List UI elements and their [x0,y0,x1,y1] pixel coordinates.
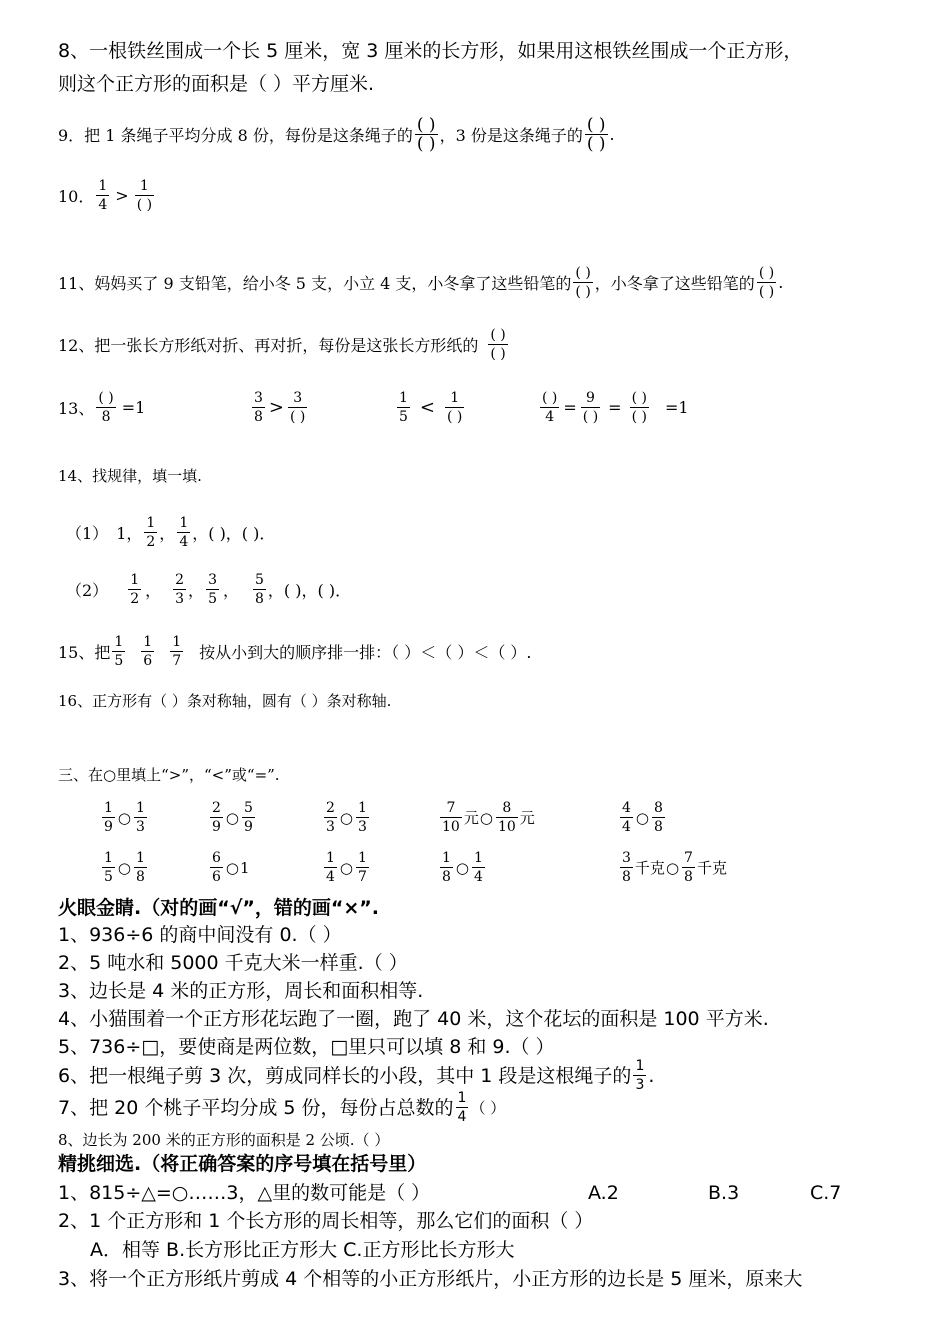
q9-fraction-blank-1 [415,117,438,152]
q14p2-sep3: ， [222,581,239,600]
left-fraction [210,850,223,885]
compare-circle-icon[interactable]: ○ [635,808,650,827]
choice-q2: 2、1 个正方形和 1 个长方形的周长相等，那么它们的面积（ ） [58,1210,594,1232]
q14-part2 [66,572,351,607]
right-fraction [134,800,147,835]
judge-item-2: 2、5 吨水和 5000 千克大米一样重.（ ） [58,952,408,974]
q11-blank2-num: ( ) [758,265,775,281]
q13a-fraction [96,390,115,425]
q15-label: 15、把 [58,643,111,662]
q13c-fraction-right [445,390,464,425]
judge-title: 火眼金睛.（对的画“√”，错的画“×”. [58,897,379,919]
right-fraction-num: 7 [684,850,693,866]
right-fraction-den: 8 [684,869,693,885]
q14-part1 [66,515,275,550]
q10 [58,178,156,213]
q13c-den: 5 [399,409,408,425]
left-fraction-num: 1 [326,850,335,866]
q8-line1: 8、一根铁丝围成一个长 5 厘米，宽 3 厘米的长方形，如果用这根铁丝围成一个正方形， [58,40,803,62]
left-fraction [620,800,633,835]
judge-item-5: 5、736÷□，要使商是两位数，□里只可以填 8 和 9.（ ） [58,1036,555,1058]
left-fraction [324,800,337,835]
choice-q3: 3、将一个正方形纸片剪成 4 个相等的小正方形纸片，小正方形的边长是 5 厘米，原来大 [58,1268,803,1290]
q9-text1: 9．把 1 条绳子平均分成 8 份，每份是这条绳子的 [58,126,413,145]
left-fraction-den: 8 [622,869,631,885]
q13-label: 13、 [58,399,95,418]
right-fraction-den: 10 [497,819,516,835]
q14p1-sep: ， [159,524,176,543]
left-fraction-den: 4 [622,819,631,835]
compare-circle-icon[interactable]: ○ [225,858,240,877]
compare-item-2-3 [322,850,371,885]
left-fraction-den: 9 [104,819,113,835]
q15-f3-num: 1 [172,634,182,650]
left-fraction [440,850,453,885]
left-fraction-num: 2 [212,800,221,816]
q10-label: 10． [58,187,95,206]
compare-item-1-3 [322,800,371,835]
compare-circle-icon[interactable]: ○ [339,808,354,827]
left-fraction-den: 6 [212,869,221,885]
q14p2-f1-den: 2 [130,591,140,607]
q15-fraction-3 [170,634,183,669]
right-fraction-den: 8 [136,869,145,885]
q10-operator: > [115,186,129,205]
q11-blank2-den: ( ) [758,284,775,300]
left-fraction [102,850,115,885]
left-fraction [324,850,337,885]
q15-f1-num: 1 [114,634,124,650]
q13b [250,390,309,425]
q10-num: 1 [98,178,108,194]
q14p2-fraction-3 [206,572,219,607]
choice-title: 精挑细选.（将正确答案的序号填在括号里） [58,1153,427,1175]
judge6-den: 3 [635,1077,645,1093]
q14p2-fraction-4 [253,572,266,607]
q12 [58,327,510,362]
q13d [538,390,689,425]
left-fraction [620,850,633,885]
judge6-fraction [633,1058,646,1093]
right-fraction-num: 8 [654,800,663,816]
compare-circle-icon[interactable]: ○ [339,858,354,877]
left-fraction [440,800,462,835]
judge7-tail: （ ） [470,1098,506,1117]
q9-text2: ，3 份是这条绳子的 [439,126,583,145]
right-fraction-den: 7 [358,869,367,885]
q11-text1: 11、妈妈买了 9 支铅笔，给小冬 5 支，小立 4 支，小冬拿了这些铅笔的 [58,274,572,293]
left-fraction-num: 1 [442,850,451,866]
left-fraction [210,800,223,835]
q11-text2: ，小冬拿了这些铅笔的 [594,274,755,293]
q9-blank2-den: ( ) [586,134,606,154]
right-fraction [472,850,485,885]
right-fraction-num: 8 [502,800,512,816]
q15-f1-den: 5 [114,653,124,669]
compare-title: 三、在○里填上“>”，“<”或“=”. [58,766,280,784]
choice-q1-option-a: A.2 [588,1182,619,1204]
left-unit: 千克 [634,859,665,877]
q14p2-f4-num: 5 [255,572,264,588]
q14p2-sep2: ， [188,581,205,600]
judge-item-8: 8、边长为 200 米的正方形的面积是 2 公顷.（ ） [58,1131,390,1149]
judge-item-3: 3、边长是 4 米的正方形，周长和面积相等. [58,980,424,1002]
q12-blank-num: ( ) [490,327,506,343]
q13b-num2: 3 [293,390,303,406]
left-fraction-num: 3 [622,850,631,866]
q13b-operator: > [268,397,285,418]
q14p2-sep1: ， [145,581,162,600]
q13c [395,390,466,425]
q9-fraction-blank-2 [585,117,608,152]
left-fraction-den: 9 [212,819,221,835]
q13d-tail: =1 [664,398,689,417]
compare-item-2-4 [438,850,487,885]
q12-fraction-blank [488,327,507,362]
q9-blank-den: ( ) [416,134,436,154]
right-fraction [134,850,147,885]
q13a-den: 8 [101,409,111,425]
q13c-den2: ( ) [447,409,463,425]
right-value: 1 [240,858,250,877]
right-fraction [682,850,695,885]
left-fraction [102,800,115,835]
q14p1-f1-num: 1 [146,515,156,531]
q15-tail: 按从小到大的顺序排一排：（ ）＜（ ）＜（ ）. [199,643,532,662]
right-fraction-num: 1 [358,800,367,816]
choice-q1: 1、815÷△=○……3，△里的数可能是（ ） [58,1182,431,1204]
left-fraction-num: 6 [212,850,221,866]
q13d-eq2: = [608,398,622,417]
q14p1-label: （1） [66,524,109,543]
q13a-tail: =1 [121,398,146,417]
q12-blank-den: ( ) [490,346,506,362]
right-fraction-den: 9 [244,819,253,835]
judge6-text: 6、把一根绳子剪 3 次，剪成同样长的小段，其中 1 段是这根绳子的 [58,1064,632,1087]
compare-item-1-5 [618,800,667,835]
q14p1-fraction-2 [177,515,190,550]
compare-circle-icon[interactable]: ○ [225,808,240,827]
q13d-num2: 9 [586,390,595,406]
judge7-num: 1 [457,1090,467,1106]
compare-circle-icon[interactable]: ○ [455,858,470,877]
judge-item-7 [58,1090,505,1125]
judge-item-1: 1、936÷6 的商中间没有 0.（ ） [58,924,342,946]
choice-q2-options: A．相等 B.长方形比正方形大 C.正方形比长方形大 [90,1239,515,1261]
left-fraction-den: 3 [326,819,335,835]
q13d-fraction-1 [540,390,559,425]
q13c-num2: 1 [450,390,460,406]
compare-item-1-2 [208,800,257,835]
right-fraction [356,850,369,885]
right-fraction-num: 5 [244,800,253,816]
q14p1-f2-num: 1 [179,515,189,531]
right-fraction-den: 4 [474,869,483,885]
choice-q1-option-b: B.3 [708,1182,740,1204]
q13b-den: 8 [254,409,263,425]
q14p1-fraction-1 [144,515,157,550]
right-fraction-den: 3 [358,819,367,835]
q8-line2: 则这个正方形的面积是（ ）平方厘米. [58,73,375,95]
compare-circle-icon[interactable]: ○ [117,858,132,877]
left-fraction-num: 1 [104,850,113,866]
q9-blank-num: ( ) [416,115,436,135]
q13a-num: ( ) [98,390,114,406]
judge7-den: 4 [457,1109,467,1125]
compare-item-2-5 [618,850,727,885]
q14p2-f4-den: 8 [255,591,264,607]
right-fraction-den: 3 [136,819,145,835]
compare-item-2-2 [208,850,250,885]
q13d-fraction-2 [581,390,600,425]
q15 [58,634,532,669]
q14p2-tail: ，( )，( )． [267,581,352,600]
q13c-fraction-left [397,390,410,425]
q13b-fraction-right [288,390,307,425]
right-fraction [496,800,518,835]
q13b-fraction-left [252,390,265,425]
q9 [58,117,615,152]
right-fraction-num: 1 [136,850,145,866]
q15-f2-num: 1 [143,634,153,650]
left-fraction-den: 10 [442,819,460,835]
q14p1-f1-den: 2 [146,534,156,550]
q9-blank2-num: ( ) [586,115,606,135]
compare-item-1-4 [438,800,535,835]
q13c-num: 1 [399,390,408,406]
q13d-den: 4 [545,409,555,425]
compare-item-1-1 [100,800,149,835]
q11-fraction-blank-2 [757,265,776,300]
q13b-num: 3 [254,390,263,406]
q13b-den2: ( ) [290,409,306,425]
q13d-den2: ( ) [582,409,599,425]
judge-item-4: 4、小猫围着一个正方形花坛跑了一圈，跑了 40 米，这个花坛的面积是 100 平方米. [58,1008,769,1030]
left-unit: 元 [463,809,479,827]
right-fraction-num: 1 [358,850,367,866]
q13 [58,390,145,425]
q15-fraction-1 [112,634,125,669]
q12-text: 12、把一张长方形纸对折、再对折，每份是这张长方形纸的 [58,336,479,355]
right-unit: 千克 [696,859,727,877]
right-fraction [242,800,255,835]
left-fraction-den: 8 [442,869,451,885]
q14p2-f2-den: 3 [175,591,185,607]
q10-num2: 1 [139,178,149,194]
right-fraction-num: 1 [474,850,483,866]
q15-f3-den: 7 [172,653,182,669]
q14p2-f3-den: 5 [208,591,217,607]
q13c-operator: < [419,397,436,418]
judge7-fraction [456,1090,469,1125]
left-fraction-num: 2 [326,800,335,816]
q11-blank-den: ( ) [575,284,591,300]
q13d-num: ( ) [542,390,558,406]
compare-circle-icon[interactable]: ○ [117,808,132,827]
q10-fraction-right [135,178,154,213]
q13d-num3: ( ) [631,390,647,406]
compare-circle-icon[interactable]: ○ [479,808,493,827]
q13d-eq1: = [563,398,577,417]
right-fraction-den: 8 [654,819,663,835]
q14p2-f2-num: 2 [175,572,185,588]
q13d-den3: ( ) [631,409,647,425]
judge7-text: 7、把 20 个桃子平均分成 5 份，每份占总数的 [58,1096,454,1119]
q9-text3: . [609,125,615,144]
left-fraction-num: 4 [622,800,631,816]
q11-blank-num: ( ) [575,265,591,281]
right-fraction [652,800,665,835]
left-fraction-den: 4 [326,869,335,885]
compare-circle-icon[interactable]: ○ [665,858,680,877]
judge6-tail: . [648,1064,655,1087]
q11 [58,265,783,300]
q14p2-label: （2） [66,581,109,600]
q14p2-fraction-1 [128,572,141,607]
right-fraction-num: 1 [136,800,145,816]
q14p2-f1-num: 1 [130,572,140,588]
left-fraction-den: 5 [104,869,113,885]
q16: 16、正方形有（ ）条对称轴，圆有（ ）条对称轴. [58,692,392,710]
q10-fraction-left [96,178,109,213]
q14-title: 14、找规律，填一填. [58,467,202,485]
q11-text3: . [778,273,784,292]
q14p1-lead: 1， [116,524,143,543]
q14p2-fraction-2 [173,572,186,607]
q14p1-f2-den: 4 [179,534,189,550]
left-fraction-num: 1 [104,800,113,816]
q13d-fraction-3 [630,390,649,425]
judge-item-6 [58,1058,654,1093]
q14p1-tail: ，( )，( )． [192,524,276,543]
q10-den2: ( ) [136,197,153,213]
left-fraction-num: 7 [446,800,456,816]
q10-den: 4 [98,197,108,213]
choice-q1-option-c: C.7 [810,1182,842,1204]
compare-item-2-1 [100,850,149,885]
judge6-num: 1 [635,1058,645,1074]
q15-f2-den: 6 [143,653,153,669]
right-fraction [356,800,369,835]
q15-fraction-2 [141,634,154,669]
q14p2-f3-num: 3 [208,572,217,588]
q11-fraction-blank-1 [573,265,592,300]
right-unit: 元 [519,809,535,827]
